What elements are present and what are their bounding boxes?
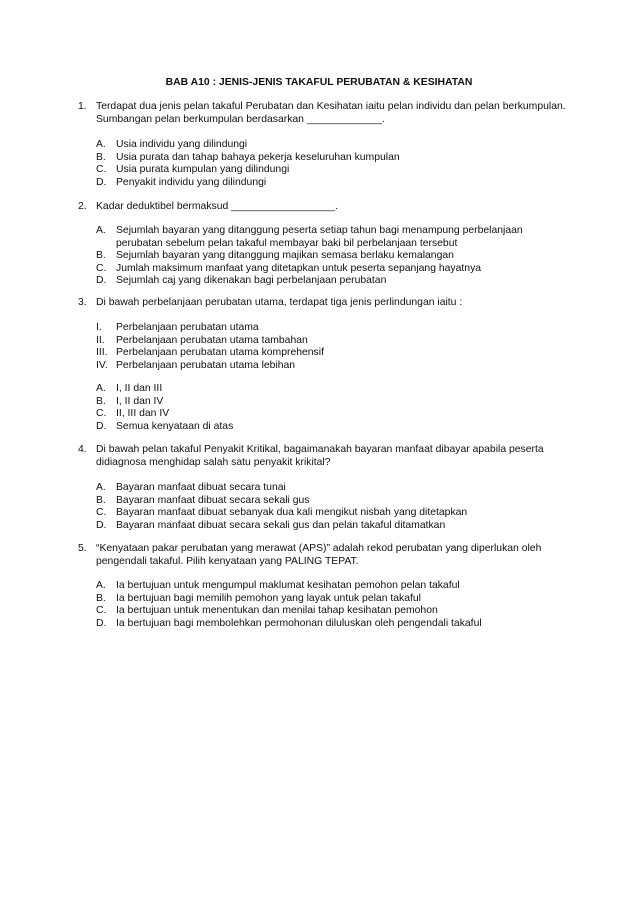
option-a	[96, 383, 566, 396]
statement-text: Perbelanjaan perubatan utama lebihan	[116, 359, 296, 371]
option-d	[96, 275, 566, 288]
page-title: BAB A10 : JENIS-JENIS TAKAFUL PERUBATAN & KESIHATAN	[165, 77, 473, 88]
option-a	[96, 580, 566, 593]
option-a	[96, 139, 566, 152]
option-b	[96, 250, 566, 263]
statement-text: Perbelanjaan perubatan utama	[116, 322, 259, 333]
option-text: Usia individu yang dilindungi	[116, 139, 248, 150]
option-text: Usia purata kumpulan yang dilindungi	[116, 164, 290, 176]
statement-ii	[96, 335, 566, 348]
option-c	[96, 263, 566, 276]
option-letter: D.	[96, 519, 107, 531]
option-text: Sejumlah caj yang dikenakan bagi perbelanjaan perubatan	[116, 275, 387, 287]
question-number: 4.	[78, 444, 87, 455]
question-5	[78, 543, 568, 568]
option-text: I, II dan III	[116, 383, 163, 394]
option-b	[96, 495, 566, 508]
option-letter: D.	[96, 617, 107, 629]
question-text: “Kenyataan pakar perubatan yang merawat (APS)” adalah rekod perubatan yang diperlukan oleh pengendali takaful. Pilih kenyataan yang PALING TEPAT.	[96, 543, 542, 567]
option-d	[96, 177, 566, 190]
question-3	[78, 297, 568, 310]
question-4-options	[96, 482, 566, 532]
option-text: Jumlah maksimum manfaat yang ditetapkan untuk peserta sepanjang hayatnya	[116, 262, 482, 274]
question-text: Di bawah pelan takaful Penyakit Kritikal, bagaimanakah bayaran manfaat dibayar apabila peserta didiagnosa menghidap salah satu penyakit krikital?	[96, 444, 544, 468]
option-letter: A.	[96, 482, 106, 493]
question-3-options	[96, 383, 566, 433]
question-1	[78, 101, 568, 126]
option-c	[96, 605, 566, 618]
option-d	[96, 520, 566, 533]
option-letter: A.	[96, 383, 106, 394]
statement-text: Perbelanjaan perubatan utama komprehensif	[116, 347, 324, 359]
option-text: Semua kenyataan di atas	[116, 420, 234, 432]
option-text: Sejumlah bayaran yang ditanggung majikan semasa berlaku kemalangan	[116, 250, 454, 262]
option-text: Penyakit individu yang dilindungi	[116, 176, 267, 188]
statement-i	[96, 322, 566, 335]
option-text: Ia bertujuan untuk mengumpul maklumat kesihatan pemohon pelan takaful	[116, 580, 460, 591]
statement-numeral: III.	[96, 347, 108, 359]
option-letter: A.	[96, 225, 106, 236]
option-text: Bayaran manfaat dibuat secara sekali gus dan pelan takaful ditamatkan	[116, 519, 446, 531]
question-2-options	[96, 225, 566, 288]
option-text: Ia bertujuan bagi membolehkan permohonan diluluskan oleh pengendali takaful	[116, 617, 482, 629]
statement-iii	[96, 347, 566, 360]
question-2	[78, 201, 568, 214]
question-number: 2.	[78, 201, 87, 212]
option-a	[96, 225, 566, 250]
question-5-options	[96, 580, 566, 630]
option-letter: D.	[96, 275, 107, 287]
option-letter: B.	[96, 395, 106, 407]
option-c	[96, 408, 566, 421]
option-letter: D.	[96, 420, 107, 432]
statement-numeral: I.	[96, 322, 102, 333]
statement-numeral: IV.	[96, 359, 108, 371]
option-d	[96, 421, 566, 434]
statement-numeral: II.	[96, 334, 105, 346]
option-text: Bayaran manfaat dibuat secara tunai	[116, 482, 286, 493]
option-letter: B.	[96, 592, 106, 604]
question-3-statements	[96, 322, 566, 372]
option-text: Usia purata dan tahap bahaya pekerja keseluruhan kumpulan	[116, 151, 400, 163]
option-letter: C.	[96, 507, 107, 519]
option-b	[96, 152, 566, 165]
option-b	[96, 593, 566, 606]
option-text: Bayaran manfaat dibuat sebanyak dua kali mengikut nisbah yang ditetapkan	[116, 507, 468, 519]
option-a	[96, 482, 566, 495]
option-letter: B.	[96, 151, 106, 163]
statement-text: Perbelanjaan perubatan utama tambahan	[116, 334, 308, 346]
question-4	[78, 444, 568, 469]
option-b	[96, 396, 566, 409]
option-letter: A.	[96, 139, 106, 150]
option-letter: B.	[96, 250, 106, 262]
question-number: 5.	[78, 543, 87, 554]
question-text: Kadar deduktibel bermaksud __________________.	[96, 201, 339, 212]
option-letter: C.	[96, 164, 107, 176]
option-letter: C.	[96, 262, 107, 274]
option-text: Ia bertujuan bagi memilih pemohon yang layak untuk pelan takaful	[116, 592, 421, 604]
option-letter: C.	[96, 605, 107, 617]
question-number: 3.	[78, 297, 87, 308]
question-text: Di bawah perbelanjaan perubatan utama, terdapat tiga jenis perlindungan iaitu :	[96, 297, 463, 308]
option-text: Sejumlah bayaran yang ditanggung peserta setiap tahun bagi menampung perbelanjaan perubatan sebelum pelan takaful membayar baki bil perbelanjaan tersebut	[116, 225, 523, 249]
option-letter: B.	[96, 494, 106, 506]
statement-iv	[96, 360, 566, 373]
option-text: II, III dan IV	[116, 408, 170, 420]
option-letter: D.	[96, 176, 107, 188]
option-text: I, II dan IV	[116, 395, 164, 407]
option-c	[96, 164, 566, 177]
option-d	[96, 618, 566, 631]
option-text: Bayaran manfaat dibuat secara sekali gus	[116, 494, 310, 506]
option-c	[96, 507, 566, 520]
option-letter: A.	[96, 580, 106, 591]
question-number: 1.	[78, 101, 87, 112]
option-letter: C.	[96, 408, 107, 420]
question-1-options	[96, 139, 566, 189]
question-text: Terdapat dua jenis pelan takaful Perubatan dan Kesihatan iaitu pelan individu dan pelan berkumpulan. Sumbangan pelan berkumpulan berdasarkan _____________.	[96, 101, 566, 125]
option-text: Ia bertujuan untuk menentukan dan menilai tahap kesihatan pemohon	[116, 605, 438, 617]
